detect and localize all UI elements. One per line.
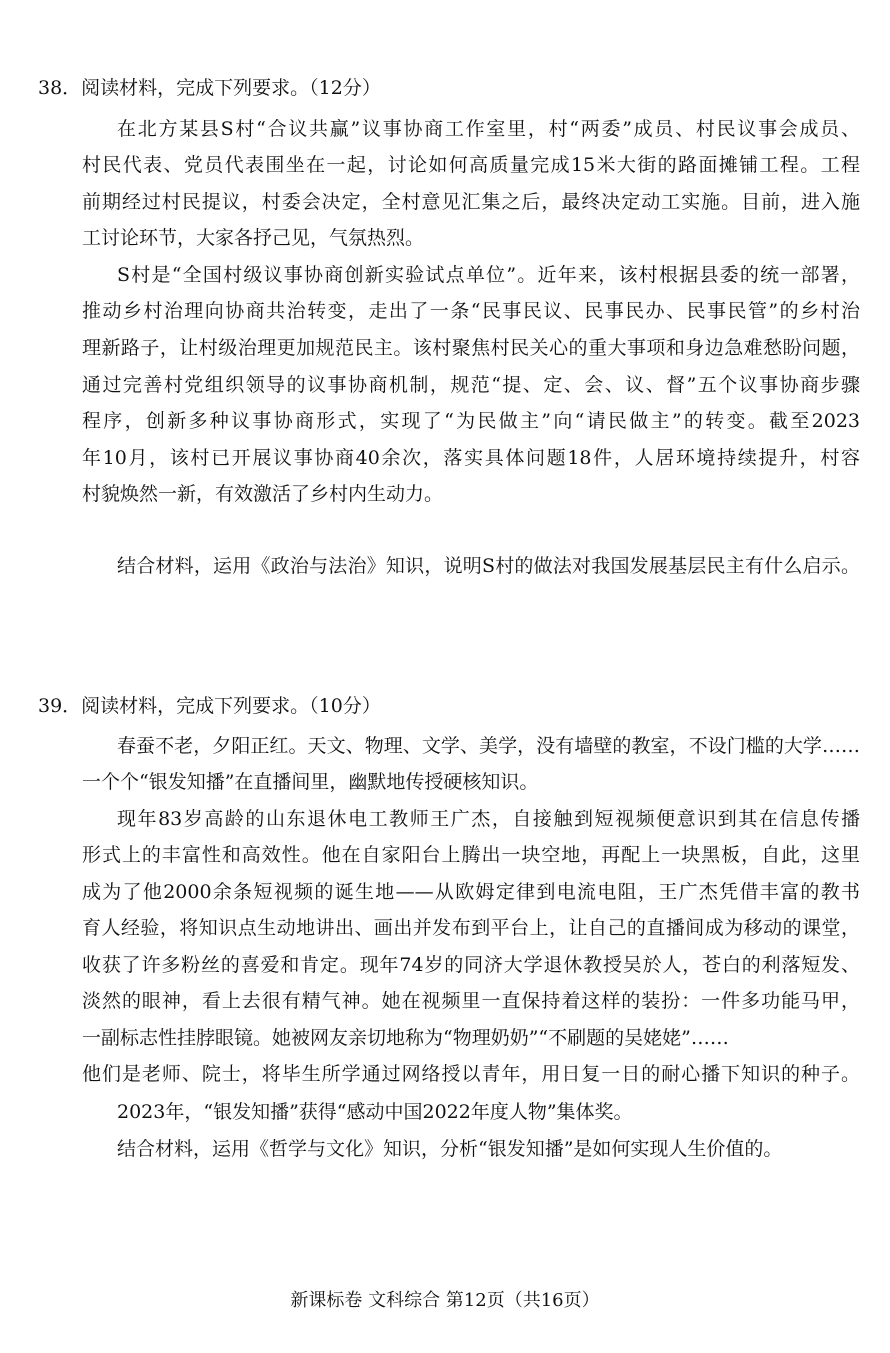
question-39-prompt: 结合材料，运用《哲学与文化》知识，分析“银发知播”是如何实现人生价值的。 — [117, 1138, 783, 1160]
paragraph-line: 村貌焕然一新，有效激活了乡村内生动力。 — [82, 483, 444, 505]
paragraph-line: 一副标志性挂脖眼镜。她被网友亲切地称为“物理奶奶”“不刷题的吴姥姥”…… — [82, 1027, 729, 1049]
paragraph-line: 收获了许多粉丝的喜爱和肯定。现年74岁的同济大学退休教授吴於人，苍白的利落短发、 — [82, 954, 860, 976]
question-39-heading: 39．阅读材料，完成下列要求。（10分） — [38, 695, 381, 717]
paragraph-line: 村民代表、党员代表围坐在一起，讨论如何高质量完成15米大街的路面摊铺工程。工程 — [82, 154, 860, 176]
paragraph-line: 工讨论环节，大家各抒己见，气氛热烈。 — [82, 227, 425, 249]
paragraph-line: 育人经验，将知识点生动地讲出、画出并发布到平台上，让自己的直播间成为移动的课堂， — [82, 917, 860, 939]
paragraph-line: 形式上的丰富性和高效性。他在自家阳台上腾出一块空地，再配上一块黑板，自此，这里 — [82, 844, 860, 866]
paragraph-line: S村是“全国村级议事协商创新实验试点单位”。近年来，该村根据县委的统一部署， — [117, 264, 860, 286]
paragraph-line: 现年83岁高龄的山东退休电工教师王广杰，自接触到短视频便意识到其在信息传播 — [117, 808, 860, 830]
paragraph-line: 在北方某县S村“合议共赢”议事协商工作室里，村“两委”成员、村民议事会成员、 — [117, 118, 860, 140]
paragraph-line: 一个个“银发知播”在直播间里，幽默地传授硬核知识。 — [82, 771, 539, 793]
paragraph-line: 2023年，“银发知播”获得“感动中国2022年度人物”集体奖。 — [117, 1101, 633, 1123]
paragraph-line: 理新路子，让村级治理更加规范民主。该村聚焦村民关心的重大事项和身边急难愁盼问题， — [82, 337, 860, 359]
paragraph-line: 成为了他2000余条短视频的诞生地——从欧姆定律到电流电阻，王广杰凭借丰富的教书 — [82, 881, 860, 903]
paragraph-line: 通过完善村党组织领导的议事协商机制，规范“提、定、会、议、督”五个议事协商步骤 — [82, 374, 860, 396]
page-footer: 新课标卷 文科综合 第12页（共16页） — [290, 1290, 600, 1311]
paragraph-line: 推动乡村治理向协商共治转变，走出了一条“民事民议、民事民办、民事民管”的乡村治 — [82, 300, 860, 322]
paragraph-line: 前期经过村民提议，村委会决定，全村意见汇集之后，最终决定动工实施。目前，进入施 — [82, 191, 860, 213]
question-38-prompt: 结合材料，运用《政治与法治》知识，说明S村的做法对我国发展基层民主有什么启示。 — [117, 555, 860, 577]
paragraph-line: 他们是老师、院士，将毕生所学通过网络授以青年，用日复一日的耐心播下知识的种子。 — [82, 1063, 860, 1085]
paragraph-line: 程序，创新多种议事协商形式，实现了“为民做主”向“请民做主”的转变。截至2023 — [82, 410, 860, 432]
paragraph-line: 淡然的眼神，看上去很有精气神。她在视频里一直保持着这样的装扮：一件多功能马甲， — [82, 990, 860, 1012]
paragraph-line: 年10月，该村已开展议事协商40余次，落实具体问题18件，人居环境持续提升，村容 — [82, 447, 860, 469]
question-38-heading: 38．阅读材料，完成下列要求。（12分） — [38, 77, 381, 99]
paragraph-line: 春蚕不老，夕阳正红。天文、物理、文学、美学，没有墙壁的教室，不设门槛的大学…… — [117, 735, 860, 757]
